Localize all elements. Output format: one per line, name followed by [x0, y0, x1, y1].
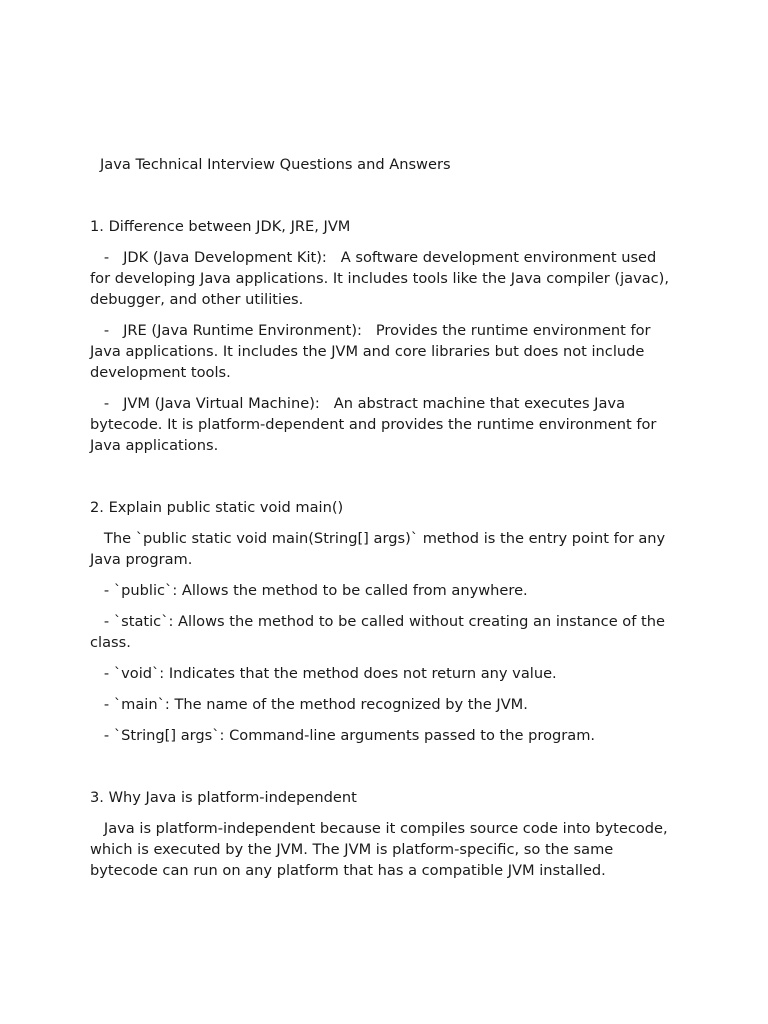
- section-heading: 3. Why Java is platform-independent: [90, 789, 357, 806]
- paragraph-platform: Java is platform-independent because it compiles source code into bytecode, which is executed by the JVM. The JVM is platform-specific, so the same bytecode can run on any platform that has a compatible JVM installed.: [90, 820, 673, 879]
- paragraph-jvm: - JVM (Java Virtual Machine): An abstract machine that executes Java bytecode. It is platform-dependent and provides the runtime environment for Java applications.: [90, 395, 662, 454]
- section-heading: 1. Difference between JDK, JRE, JVM: [90, 218, 351, 235]
- paragraph-static: - `static`: Allows the method to be called without creating an instance of the class.: [90, 613, 670, 651]
- paragraph-jdk: - JDK (Java Development Kit): A software development environment used for developing Java applications. It includes tools like the Java compiler (javac), debugger, and other utilities.: [90, 249, 674, 308]
- document-title: Java Technical Interview Questions and Answers: [100, 156, 451, 173]
- paragraph-jre: - JRE (Java Runtime Environment): Provides the runtime environment for Java applications. It includes the JVM and core libraries but does not include development tools.: [90, 322, 656, 381]
- paragraph-main: - `main`: The name of the method recognized by the JVM.: [90, 696, 528, 713]
- document-page: [90, 154, 680, 881]
- paragraph-main-intro: The `public static void main(String[] args)` method is the entry point for any Java program.: [90, 530, 670, 568]
- paragraph-public: - `public`: Allows the method to be called from anywhere.: [90, 582, 528, 599]
- paragraph-void: - `void`: Indicates that the method does not return any value.: [90, 665, 557, 682]
- paragraph-args: - `String[] args`: Command-line arguments passed to the program.: [90, 727, 596, 744]
- section-main-method: [90, 497, 680, 746]
- section-heading: 2. Explain public static void main(): [90, 499, 344, 516]
- section-jdk-jre-jvm: [90, 216, 680, 456]
- section-platform-independent: [90, 787, 680, 881]
